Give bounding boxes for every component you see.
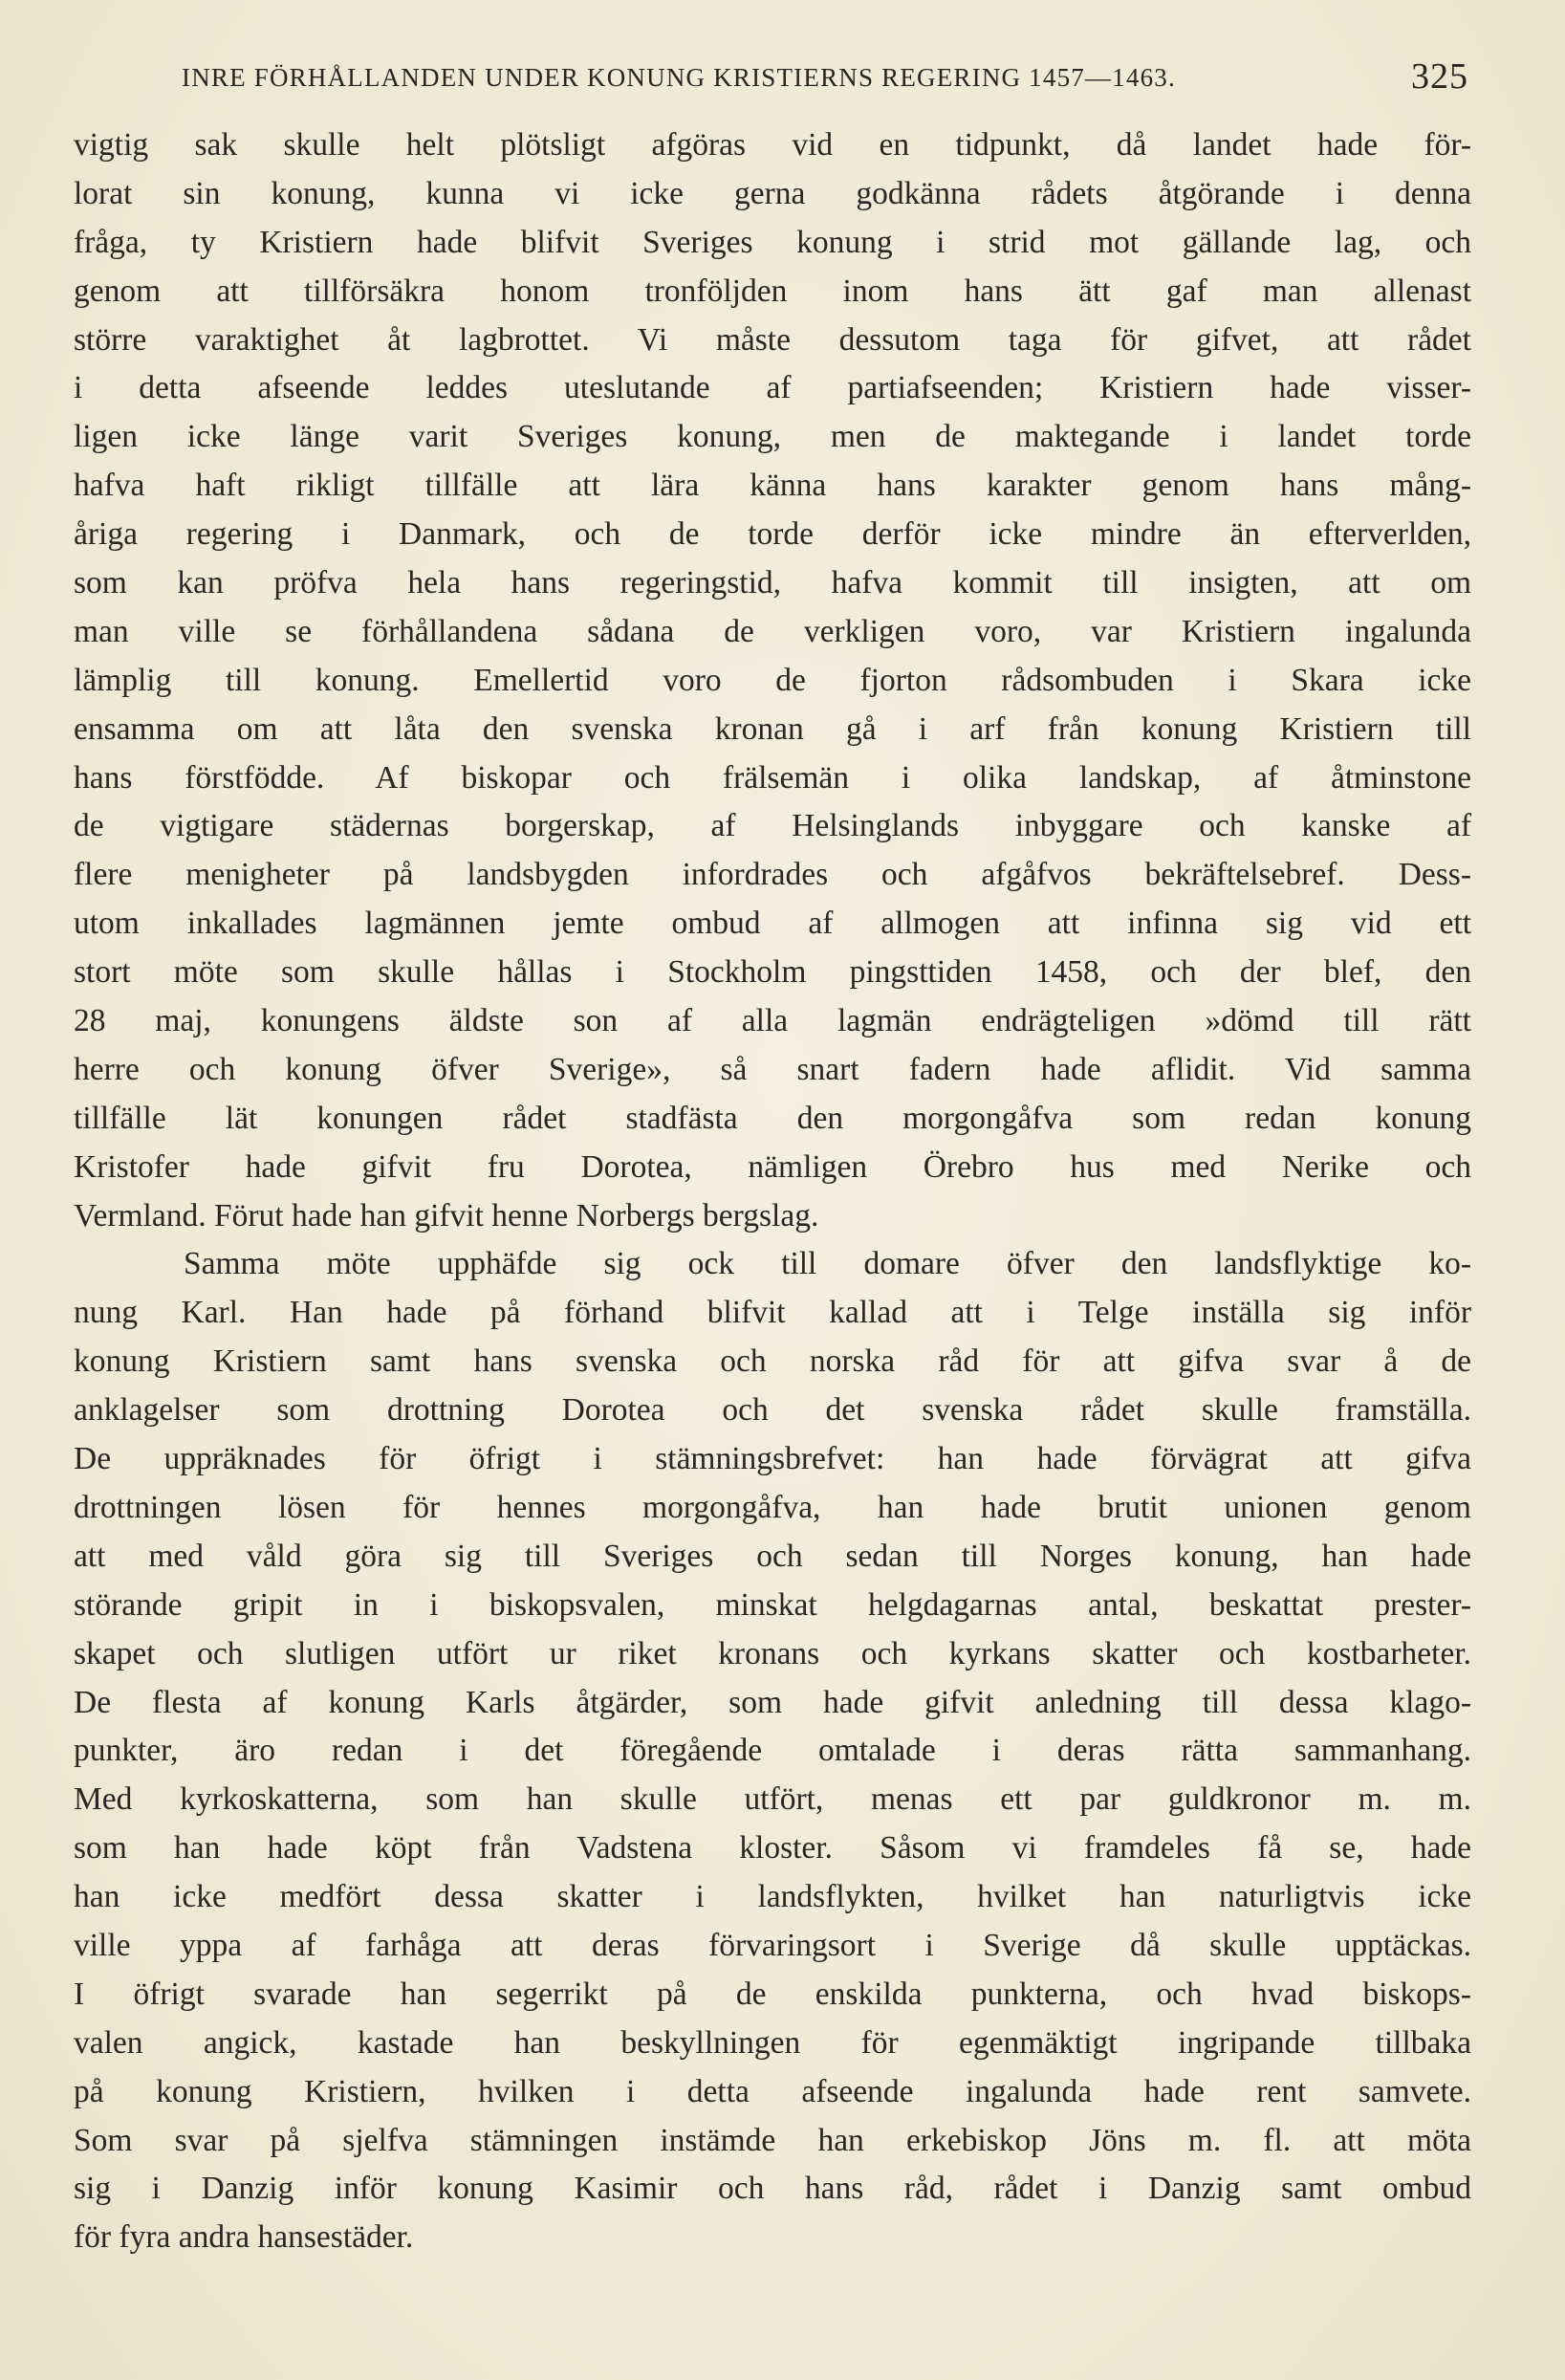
text-line: de vigtigare städernas borgerskap, af Helsinglands inbyggare och kanske af — [74, 808, 1471, 844]
text-line: lämplig till konung. Emellertid voro de fjorton rådsombuden i Skara icke — [74, 662, 1471, 698]
text-line: De uppräknades för öfrigt i stämningsbrefvet: han hade förvägrat att gifva — [74, 1441, 1471, 1477]
text-line: herre och konung öfver Sverige», så snart fadern hade aflidit. Vid samma — [74, 1051, 1471, 1087]
text-line: anklagelser som drottning Dorotea och det svenska rådet skulle framställa. — [74, 1392, 1471, 1429]
text-line: ensamma om att låta den svenska kronan gå i arf från konung Kristiern till — [74, 710, 1471, 747]
text-line: som han hade köpt från Vadstena kloster. Såsom vi framdeles få se, hade — [74, 1830, 1471, 1867]
text-line: De flesta af konung Karls åtgärder, som hade gifvit anledning till dessa klago- — [74, 1684, 1471, 1720]
text-line: tillfälle lät konungen rådet stadfästa den morgongåfva som redan konung — [74, 1100, 1471, 1136]
text-line: ligen icke länge varit Sveriges konung, men de maktegande i landet torde — [74, 419, 1471, 455]
text-line: genom att tillförsäkra honom tronföljden inom hans ätt gaf man allenast — [74, 273, 1471, 309]
text-line: på konung Kristiern, hvilken i detta afseende ingalunda hade rent samvete. — [74, 2073, 1471, 2109]
text-line: vigtig sak skulle helt plötsligt afgöras vid en tidpunkt, då landet hade för- — [74, 127, 1471, 163]
text-line: utom inkallades lagmännen jemte ombud af allmogen att infinna sig vid ett — [74, 906, 1471, 942]
text-line: nung Karl. Han hade på förhand blifvit kallad att i Telge inställa sig inför — [74, 1295, 1471, 1331]
text-line: stort möte som skulle hållas i Stockholm pingsttiden 1458, och der blef, den — [74, 954, 1471, 991]
text-line: Som svar på sjelfva stämningen instämde han erkebiskop Jöns m. fl. att möta — [74, 2122, 1471, 2158]
text-line: man ville se förhållandena sådana de verkligen voro, var Kristiern ingalunda — [74, 613, 1471, 649]
text-line: lorat sin konung, kunna vi icke gerna godkänna rådets åtgörande i denna — [74, 175, 1471, 211]
text-line: drottningen lösen för hennes morgongåfva, han hade brutit unionen genom — [74, 1489, 1471, 1525]
text-line: i detta afseende leddes uteslutande af partiafseenden; Kristiern hade visser- — [74, 370, 1471, 406]
text-line: störande gripit in i biskopsvalen, minskat helgdagarnas antal, beskattat prester- — [74, 1586, 1471, 1623]
text-line: hafva haft rikligt tillfälle att lära känna hans karakter genom hans mång- — [74, 468, 1471, 504]
text-line: fråga, ty Kristiern hade blifvit Sveriges konung i strid mot gällande lag, och — [74, 224, 1471, 260]
text-line: som kan pröfva hela hans regeringstid, hafva kommit till insigten, att om — [74, 565, 1471, 601]
text-line: att med våld göra sig till Sveriges och sedan till Norges konung, han hade — [74, 1538, 1471, 1574]
text-line: flere menigheter på landsbygden infordrades och afgåfvos bekräftelsebref. Dess- — [74, 857, 1471, 893]
text-line: hans förstfödde. Af biskopar och frälsemän i olika landskap, af åtminstone — [74, 759, 1471, 796]
text-line: sig i Danzig inför konung Kasimir och hans råd, rådet i Danzig samt ombud — [74, 2171, 1471, 2207]
text-line: ville yppa af farhåga att deras förvaringsort i Sverige då skulle upptäckas. — [74, 1927, 1471, 1963]
text-line: skapet och slutligen utfört ur riket kronans och kyrkans skatter och kostbarheter. — [74, 1635, 1471, 1671]
text-line: större varaktighet åt lagbrottet. Vi måste dessutom taga för gifvet, att rådet — [74, 321, 1471, 358]
text-line: Med kyrkoskatterna, som han skulle utfört, menas ett par guldkronor m. m. — [74, 1781, 1471, 1818]
text-line: Vermland. Förut hade han gifvit henne Norbergs bergslag. — [74, 1197, 819, 1234]
text-line: 28 maj, konungens äldste son af alla lagmän endrägteligen »dömd till rätt — [74, 1003, 1471, 1039]
text-line: punkter, äro redan i det föregående omtalade i deras rätta sammanhang. — [74, 1733, 1471, 1769]
text-line: han icke medfört dessa skatter i landsflykten, hvilket han naturligtvis icke — [74, 1879, 1471, 1915]
text-line: konung Kristiern samt hans svenska och norska råd för att gifva svar å de — [74, 1343, 1471, 1380]
running-head: INRE FÖRHÅLLANDEN UNDER KONUNG KRISTIERNS REGERING 1457—1463. — [182, 63, 1176, 92]
text-line: valen angick, kastade han beskyllningen för egenmäktigt ingripande tillbaka — [74, 2024, 1471, 2061]
text-line: Kristofer hade gifvit fru Dorotea, nämligen Örebro hus med Nerike och — [74, 1148, 1471, 1185]
text-line: åriga regering i Danmark, och de torde derför icke mindre än efterverlden, — [74, 516, 1471, 553]
text-line: Samma möte upphäfde sig ock till domare öfver den landsflyktige ko- — [184, 1246, 1471, 1282]
body-text — [74, 121, 1471, 2262]
page-number: 325 — [1411, 56, 1468, 97]
text-line: för fyra andra hansestäder. — [74, 2219, 414, 2256]
text-line: I öfrigt svarade han segerrikt på de enskilda punkterna, och hvad biskops- — [74, 1976, 1471, 2012]
page-header — [174, 55, 1474, 103]
